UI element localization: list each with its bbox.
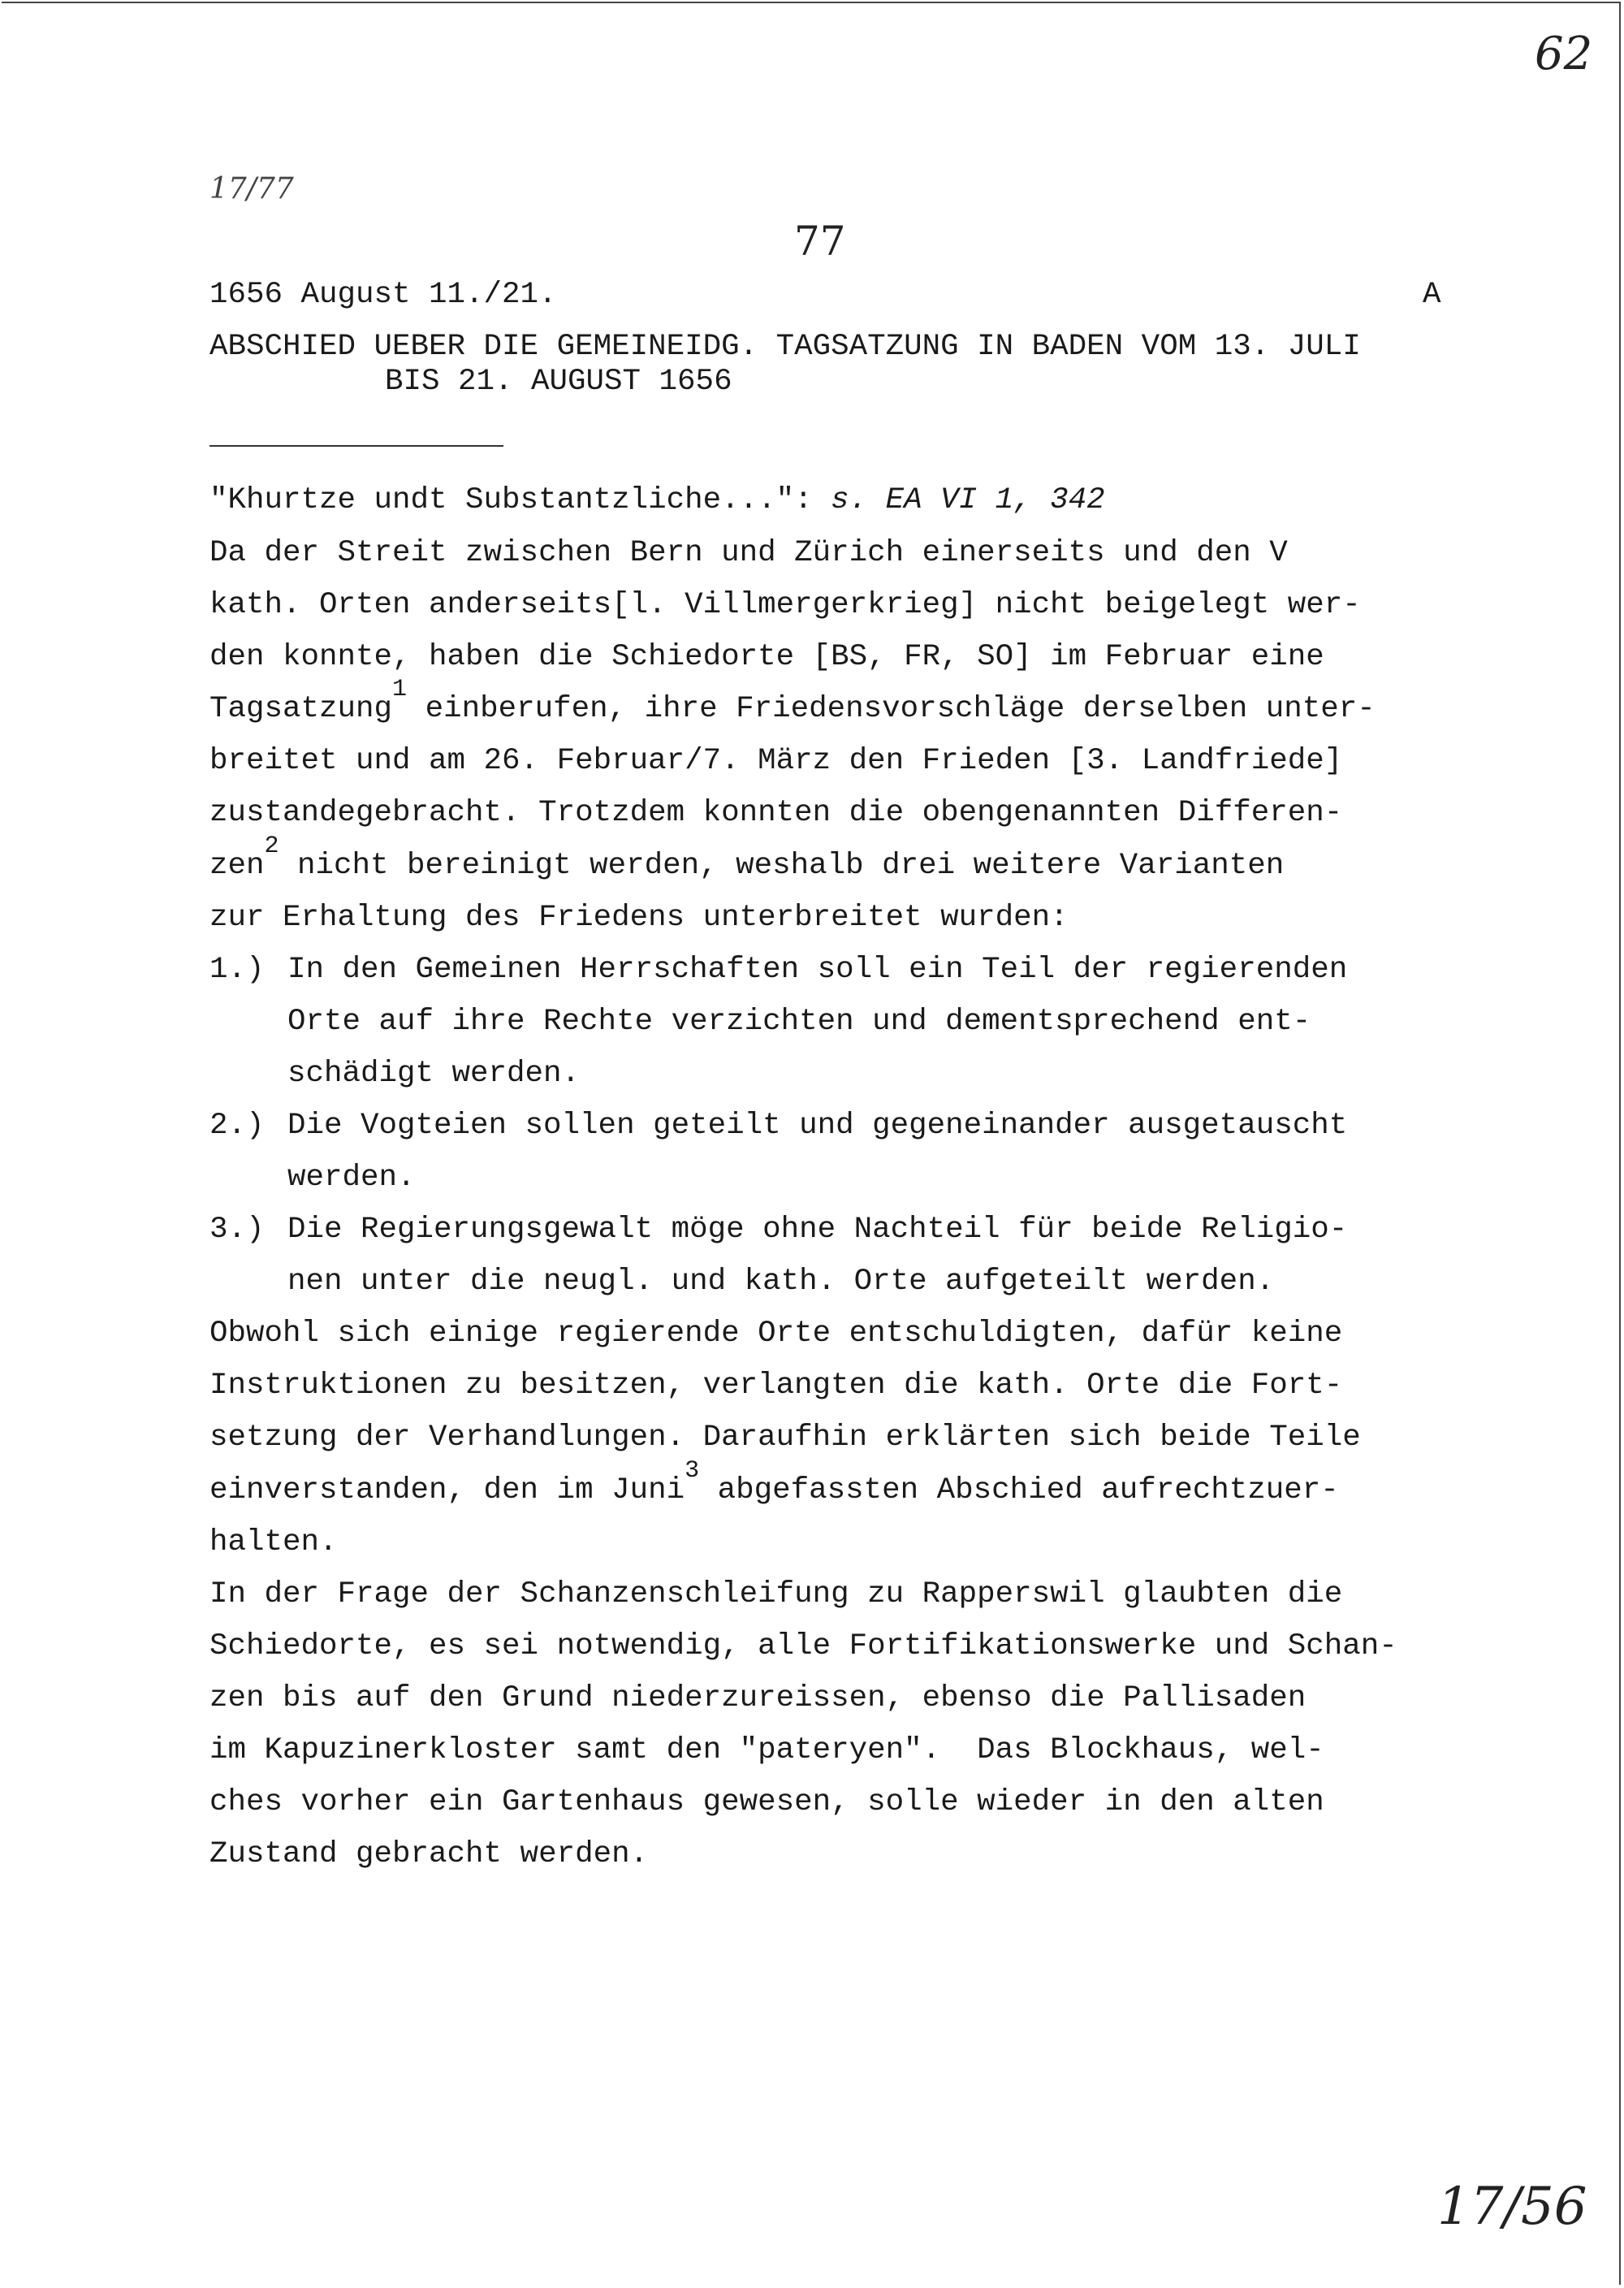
text-run: nicht bereinigt werden, weshalb drei weitere Varianten [279, 849, 1285, 883]
list-item-line: Die Vogteien sollen geteilt und gegeneinander ausgetauscht [287, 1109, 1348, 1143]
paragraph-3-line-6: Zustand gebracht werden. [209, 1837, 649, 1871]
paragraph-1-line-7 [209, 833, 1285, 883]
paragraph-1-line-4 [209, 676, 1376, 726]
folio-number-bottom-right: 17/56 [1437, 2177, 1587, 2237]
paragraph-1-line-1: Da der Streit zwischen Bern und Zürich einerseits und den V [209, 536, 1288, 570]
text-run: zen [209, 849, 265, 883]
paragraph-3-line-2: Schiedorte, es sei notwendig, alle Fortifikationswerke und Schan- [209, 1629, 1397, 1663]
text-run: einverstanden, den im Juni [209, 1473, 685, 1507]
list-item-number: 3.) [209, 1213, 265, 1247]
list-item-line: nen unter die neugl. und kath. Orte aufgeteilt werden. [287, 1265, 1275, 1299]
list-item-line: schädigt werden. [287, 1057, 581, 1091]
list-item-line: werden. [287, 1161, 416, 1195]
paragraph-3-line-1: In der Frage der Schanzenschleifung zu Rapperswil glaubten die [209, 1577, 1343, 1611]
page-number: 77 [794, 218, 846, 265]
paragraph-2-line-5: halten. [209, 1525, 338, 1559]
text-run: abgefassten Abschied aufrechtzuer- [699, 1473, 1339, 1507]
paragraph-3-line-5: ches vorher ein Gartenhaus gewesen, solle wieder in den alten [209, 1785, 1324, 1819]
paragraph-2-line-4 [209, 1457, 1339, 1507]
list-item-number: 1.) [209, 953, 265, 987]
source-quote: "Khurtze undt Substantzliche...": [209, 483, 831, 517]
source-reference: s. EA VI 1, 342 [831, 483, 1105, 517]
text-run: einberufen, ihre Friedensvorschläge derselben unter- [407, 692, 1376, 726]
paragraph-3-line-4: im Kapuzinerkloster samt den "pateryen". Das Blockhaus, wel- [209, 1733, 1324, 1767]
paragraph-1-line-3: den konnte, haben die Schiedorte [BS, FR, SO] im Februar eine [209, 640, 1324, 674]
document-title-line-1: ABSCHIED UEBER DIE GEMEINEIDG. TAGSATZUNG IN BADEN VOM 13. JULI [209, 330, 1361, 364]
archive-reference: 17/77 [209, 172, 294, 205]
footnote-marker-3: 3 [685, 1457, 700, 1485]
document-date: 1656 August 11./21. [209, 278, 557, 312]
paragraph-2-line-1: Obwohl sich einige regierende Orte entschuldigten, dafür keine [209, 1317, 1343, 1351]
paragraph-2-line-2: Instruktionen zu besitzen, verlangten die kath. Orte die Fort- [209, 1369, 1343, 1403]
footnote-marker-2: 2 [264, 833, 279, 860]
list-item-line: Orte auf ihre Rechte verzichten und dementsprechend ent- [287, 1005, 1311, 1039]
paragraph-1-line-8: zur Erhaltung des Friedens unterbreitet wurden: [209, 901, 1069, 935]
paragraph-3-line-3: zen bis auf den Grund niederzureissen, ebenso die Pallisaden [209, 1681, 1307, 1715]
footnote-marker-1: 1 [392, 676, 408, 703]
text-run: Tagsatzung [209, 692, 393, 726]
list-item-1 [209, 953, 1348, 1091]
paragraph-1-line-2: kath. Orten anderseits[l. Villmergerkrieg] nicht beigelegt wer- [209, 588, 1361, 622]
source-line [209, 483, 1105, 517]
paragraph-1-line-5: breitet und am 26. Februar/7. März den Frieden [3. Landfriede] [209, 744, 1343, 778]
list-item-line: In den Gemeinen Herrschaften soll ein Teil der regierenden [287, 953, 1348, 987]
document-letter: A [1423, 278, 1441, 312]
list-item-number: 2.) [209, 1109, 265, 1143]
document-title-line-2: BIS 21. AUGUST 1656 [385, 365, 732, 399]
divider-rule [209, 445, 503, 447]
paragraph-2-line-3: setzung der Verhandlungen. Daraufhin erklärten sich beide Teile [209, 1421, 1361, 1455]
list-item-line: Die Regierungsgewalt möge ohne Nachteil für beide Religio- [287, 1213, 1348, 1247]
paragraph-1-line-6: zustandegebracht. Trotzdem konnten die obengenannten Differen- [209, 796, 1343, 830]
folio-number-top-right: 62 [1535, 28, 1593, 80]
